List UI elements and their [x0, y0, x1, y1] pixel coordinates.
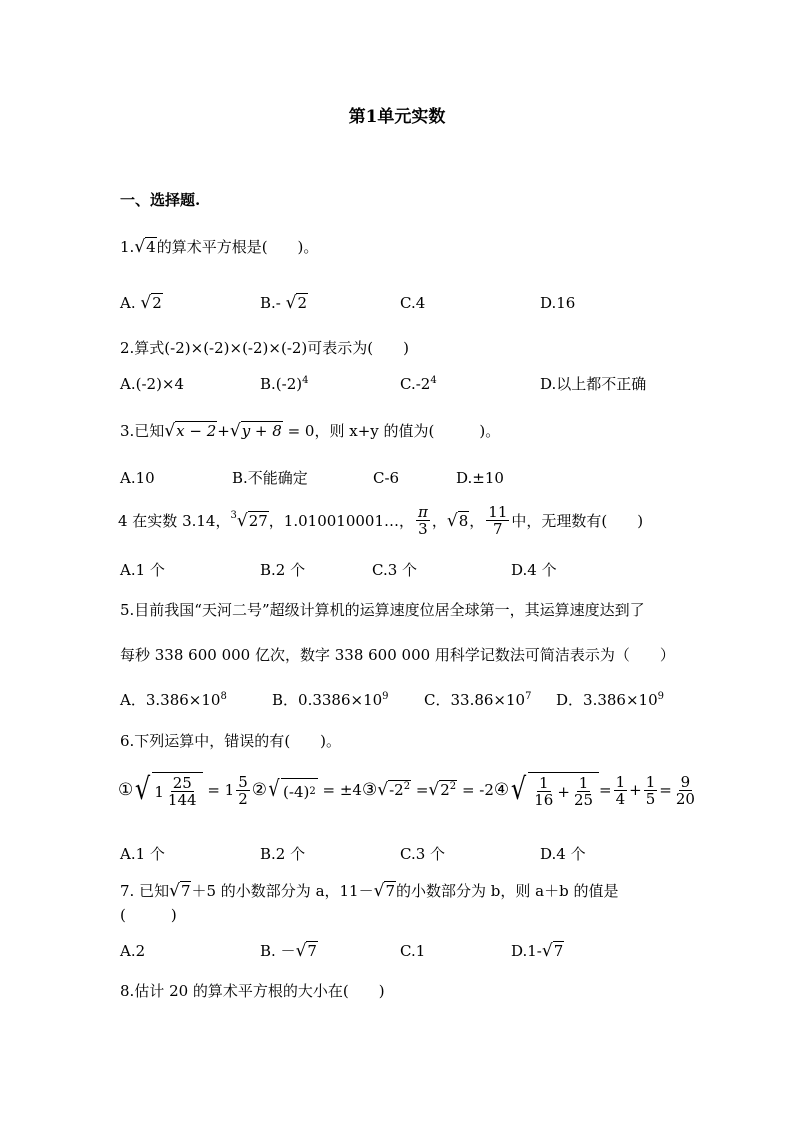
q6-option-c: C.3 个	[400, 845, 446, 863]
q6-option-a: A.1 个	[120, 845, 165, 863]
question-2: 2.算式(-2)×(-2)×(-2)×(-2)可表示为( )	[120, 339, 409, 357]
marker-2: ②	[251, 780, 268, 800]
q6-expressions: ① √ 1 $\frac{25}{144}$ = 1 $\frac{5}{2}$ ② √ (-4) 2 = ±4 ③ $√-2^2$ = $√2^2$ = -2 ④ √ $\frac{1}{16}$ + $\frac{1}{25}$ = $\frac{1}{4}$ + $\frac{1}{5}$ = $\frac{9}{20}$	[118, 772, 695, 809]
q3-option-b: B.不能确定	[232, 469, 308, 487]
q6-option-b: B.2 个	[260, 845, 306, 863]
q4-fraction-11-7: $\frac{11}{7}$	[488, 503, 508, 538]
page-title: 第1单元实数	[348, 107, 446, 127]
marker-3: ③	[361, 780, 378, 800]
q2-option-a: A.(-2)×4	[120, 375, 185, 393]
question-5-line-2: 每秒 338 600 000 亿次，数字 338 600 000 用科学记数法可简洁表示为（ ）	[120, 646, 675, 664]
q1-stem: 的算术平方根是( )。	[156, 238, 319, 256]
q3-option-d: D.±10	[456, 469, 504, 487]
q1-number: 1.	[120, 238, 135, 256]
question-7-line-1: 7. 已知√7＋5 的小数部分为 a，11－√7的小数部分为 b，则 a＋b 的值是	[120, 881, 619, 901]
q5-option-b: B．$0.3386\times 10^9$	[272, 691, 389, 709]
question-3: 3.已知√x − 2+√y + 8 = 0，则 x+y 的值为( )。	[120, 421, 501, 441]
q1-option-c: C.4	[400, 294, 426, 312]
question-6: 6.下列运算中，错误的有( )。	[120, 732, 342, 750]
question-5-line-1: 5.目前我国“天河二号”超级计算机的运算速度位居全球第一，其运算速度达到了	[120, 601, 645, 619]
q4-option-b: B.2 个	[260, 561, 306, 579]
marker-1: ①	[118, 780, 134, 800]
q5-option-a: A．$3.386\times 10^8$	[120, 691, 227, 709]
q3-option-a: A.10	[120, 469, 155, 487]
q2-option-c: $C.-2^4$	[400, 375, 437, 393]
q3-option-c: C-6	[373, 469, 400, 487]
q2-option-b: $B.(-2)^4$	[260, 375, 309, 393]
q6-option-d: D.4 个	[540, 845, 586, 863]
q5-option-c: C．$33.86\times 10^7$	[424, 691, 532, 709]
section-heading: 一、选择题.	[120, 191, 201, 209]
question-4: 4 在实数 3.14， $^3$√27 ，1.010010001…， $\frac{\pi}{3}$ ， √8 ， $\frac{11}{7}$ 中，无理数有( )	[118, 503, 644, 538]
question-1	[120, 237, 318, 257]
q2-option-d: D.以上都不正确	[540, 375, 647, 393]
q1-option-d: D.16	[540, 294, 576, 312]
marker-4: ④	[493, 780, 510, 800]
q7-option-c: C.1	[400, 942, 426, 960]
q1-radical: √4	[134, 237, 156, 257]
q5-option-d: D．$3.386\times 10^9$	[556, 691, 664, 709]
q7-option-b: B. －√7	[260, 941, 317, 961]
q1-option-b: B.- √2	[260, 293, 308, 313]
question-7-line-2: ( )	[120, 906, 177, 924]
q7-option-a: A.2	[120, 942, 146, 960]
q7-option-d: D.1-√7	[511, 941, 564, 961]
q4-option-d: D.4 个	[511, 561, 557, 579]
q4-option-c: C.3 个	[372, 561, 418, 579]
question-8: 8.估计 20 的算术平方根的大小在( )	[120, 982, 385, 1000]
q4-option-a: A.1 个	[120, 561, 165, 579]
q1-option-a: A. √2	[120, 293, 162, 313]
q4-pi-fraction: $\frac{\pi}{3}$	[418, 503, 428, 538]
